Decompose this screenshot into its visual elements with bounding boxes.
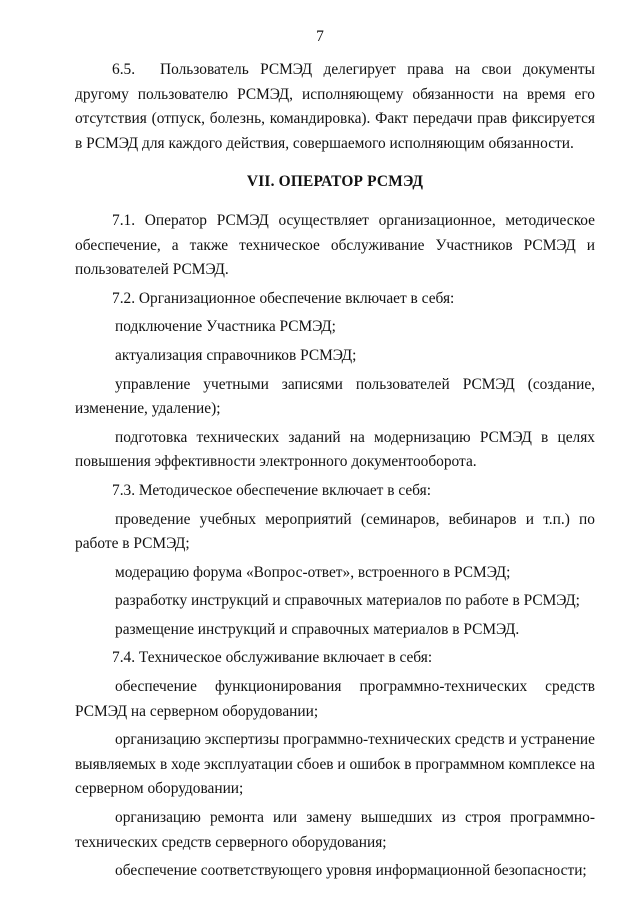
paragraph-6-5 [75,58,595,156]
list-item-7-4-b: организацию экспертизы программно-технических средств и устранение выявляемых в ходе эксплуатации сбоев и ошибок в программном комплексе на серверном оборудовании; [75,731,595,798]
list-item-7-3-a: проведение учебных мероприятий (семинаров, вебинаров и т.п.) по работе в РСМЭД; [75,510,595,553]
list-item-7-3-d: размещение инструкций и справочных материалов в РСМЭД. [115,620,520,638]
paragraph-6-5-text: Пользователь РСМЭД делегирует права на свои документы другому пользователю РСМЭД, исполняющему обязанности на время его отсутствия (отпуск, болезнь, командировка). Факт передачи прав фиксируется в РСМЭД для каждого действия, совершаемого исполняющим обязанности. [75,61,595,152]
list-item-7-3-b: модерацию форума «Вопрос-ответ», встроенного в РСМЭД; [115,563,511,581]
list-item-7-2-c: управление учетными записями пользователей РСМЭД (создание, изменение, удаление); [75,375,595,418]
clause-number-6-5: 6.5. [112,61,136,78]
list-item-7-4-a: обеспечение функционирования программно-технических средств РСМЭД на серверном оборудовании; [75,678,595,720]
paragraph-7-4: 7.4. Техническое обслуживание включает в себя: [112,649,433,667]
list-item-7-4-c: организацию ремонта или замену вышедших из строя программно-технических средств серверного оборудования; [75,809,595,851]
section-heading: VII. ОПЕРАТОР РСМЭД [246,173,424,191]
list-item-7-2-b: актуализация справочников РСМЭД; [115,346,357,364]
paragraph-7-1: 7.1. Оператор РСМЭД осуществляет организационное, методическое обеспечение, а также техническое обслуживание Участников РСМЭД и пользователей РСМЭД. [75,211,595,279]
list-item-7-4-d: обеспечение соответствующего уровня информационной безопасности; [115,862,587,880]
document-body [75,58,595,884]
list-item-7-2-a: подключение Участника РСМЭД; [115,318,336,336]
list-item-7-3-c: разработку инструкций и справочных материалов по работе в РСМЭД; [115,592,580,610]
list-item-7-2-d: подготовка технических заданий на модернизацию РСМЭД в целях повышения эффективности электронного документооборота. [75,428,595,471]
paragraph-7-3: 7.3. Методическое обеспечение включает в себя: [112,481,431,499]
paragraph-7-2: 7.2. Организационное обеспечение включает в себя: [112,289,455,307]
page-number: 7 [316,28,324,45]
